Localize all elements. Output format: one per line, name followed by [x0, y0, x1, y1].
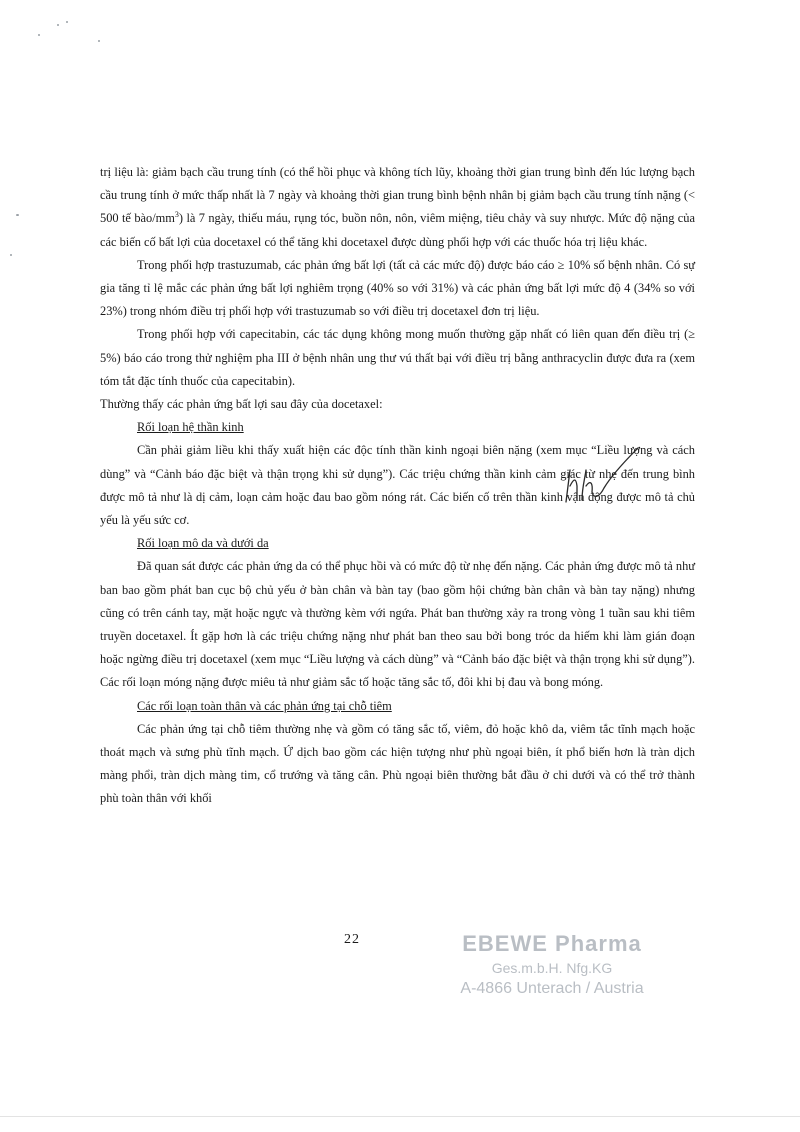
paragraph-systemic: Các phản ứng tại chỗ tiêm thường nhẹ và gồm có tăng sắc tố, viêm, đỏ hoặc khô da, viêm tắc tĩnh mạch hoặc thoát mạch và sưng phù tĩnh mạch. Ứ dịch bao gồm các hiện tượng như phù ngoại biên, ít phổ biến hơn là tràn dịch màng phổi, tràn dịch màng tim, cổ trướng và tăng cân. Phù ngoại biên thường bắt đầu ở chi dưới và có thể trở thành phù toàn thân với khối: [100, 721, 695, 806]
heading-skin-text: Rối loạn mô da và dưới da: [137, 536, 269, 551]
paragraph-trastuzumab: Trong phối hợp trastuzumab, các phản ứng bất lợi (tất cả các mức độ) được báo cáo ≥ 10% số bệnh nhân. Có sự gia tăng tỉ lệ mắc các phản ứng bất lợi nghiêm trọng (40% so với 31%) và các phản ứng bất lợi mức độ 4 (34% so với 23%) trong nhóm điều trị phối hợp với trastuzumab so với điều trị docetaxel đơn trị liệu.: [100, 257, 695, 319]
paragraph-intro: [100, 161, 695, 254]
heading-skin: [100, 532, 695, 555]
scan-speck: [98, 40, 100, 42]
line-common-reactions: Thường thấy các phản ứng bất lợi sau đây của docetaxel:: [100, 397, 383, 412]
paragraph-capecitabin: Trong phối hợp với capecitabin, các tác dụng không mong muốn thường gặp nhất có liên quan đến điều trị (≥ 5%) báo cáo trong thử nghiệm pha III ở bệnh nhân ung thư vú thất bại với điều trị bằng anthracyclin được đưa ra (xem tóm tắt đặc tính thuốc của capecitabin).: [100, 327, 695, 388]
superscript-3: 3: [174, 210, 179, 220]
scan-speck: [16, 214, 19, 216]
paragraph-skin: Đã quan sát được các phản ứng da có thể phục hồi và có mức độ từ nhẹ đến nặng. Các phản ứng được mô tả như ban bao gồm phát ban cục bộ chủ yếu ở bàn chân và bàn tay (bao gồm hội chứng bàn chân và bàn tay nặng) nhưng cũng có trên cánh tay, mặt hoặc ngực và thường kèm với ngứa. Phát ban thường xảy ra trong vòng 1 tuần sau khi tiêm truyền docetaxel. Ít gặp hơn là các triệu chứng nặng như phát ban theo sau bởi bong tróc da hiếm khi làm gián đoạn hoặc ngừng điều trị docetaxel (xem mục “Liều lượng và cách dùng” và “Cảnh báo đặc biệt và thận trọng khi sử dụng”). Các rối loạn móng nặng được miêu tả như giảm sắc tố hoặc tăng sắc tố, đôi khi bị đau và bong móng.: [100, 559, 695, 690]
heading-systemic: [100, 695, 695, 718]
heading-nervous-system-text: Rối loạn hệ thần kinh: [137, 420, 244, 435]
stamp-company-type: Ges.m.b.H. Nfg.KG: [491, 960, 613, 976]
stamp-address: A-4866 Unterach / Austria: [460, 980, 644, 997]
heading-nervous-system: [100, 416, 695, 439]
stamp-company-name: EBEWE Pharma: [462, 931, 642, 956]
scan-speck: [66, 21, 68, 23]
paragraph-intro-text-b: ) là 7 ngày, thiếu máu, rụng tóc, buồn nôn, nôn, viêm miệng, tiêu chảy và suy nhược. Mức độ nặng của các biến cố bất lợi của docetaxel có thể tăng khi docetaxel được dùng phối hợp với các thuốc hóa trị liệu khác.: [100, 211, 695, 249]
scan-speck: [38, 34, 40, 36]
heading-systemic-text: Các rối loạn toàn thân và các phản ứng tại chỗ tiêm: [137, 698, 392, 713]
paragraph-intro-text-a: trị liệu là: giảm bạch cầu trung tính (có thể hồi phục và không tích lũy, khoảng thời gian trung bình đến lúc lượng bạch cầu trung tính ở mức thấp nhất là 7 ngày và khoảng thời gian trung bình bệnh nhân bị giảm bạch cầu trung tính nặng (< 500 tế bào/mm: [100, 165, 695, 226]
page-number: 22: [344, 932, 360, 947]
scan-speck: [10, 254, 12, 256]
scan-speck: [57, 24, 59, 26]
handwritten-signature: [560, 440, 640, 510]
paragraph-nervous-system: Cần phải giảm liều khi thấy xuất hiện các độc tính thần kinh ngoại biên nặng (xem mục “Liều lượng và cách dùng” và “Cảnh báo đặc biệt và thận trọng khi sử dụng”). Các triệu chứng thần kinh cảm giác từ nhẹ đến trung bình được mô tả như là dị cảm, loạn cảm hoặc đau bao gồm nóng rát. Các biến cố trên thần kinh vận động được mô tả chủ yếu là yếu sức cơ.: [100, 443, 695, 528]
scan-edge-line: [0, 1116, 800, 1117]
company-stamp: [452, 930, 652, 1000]
